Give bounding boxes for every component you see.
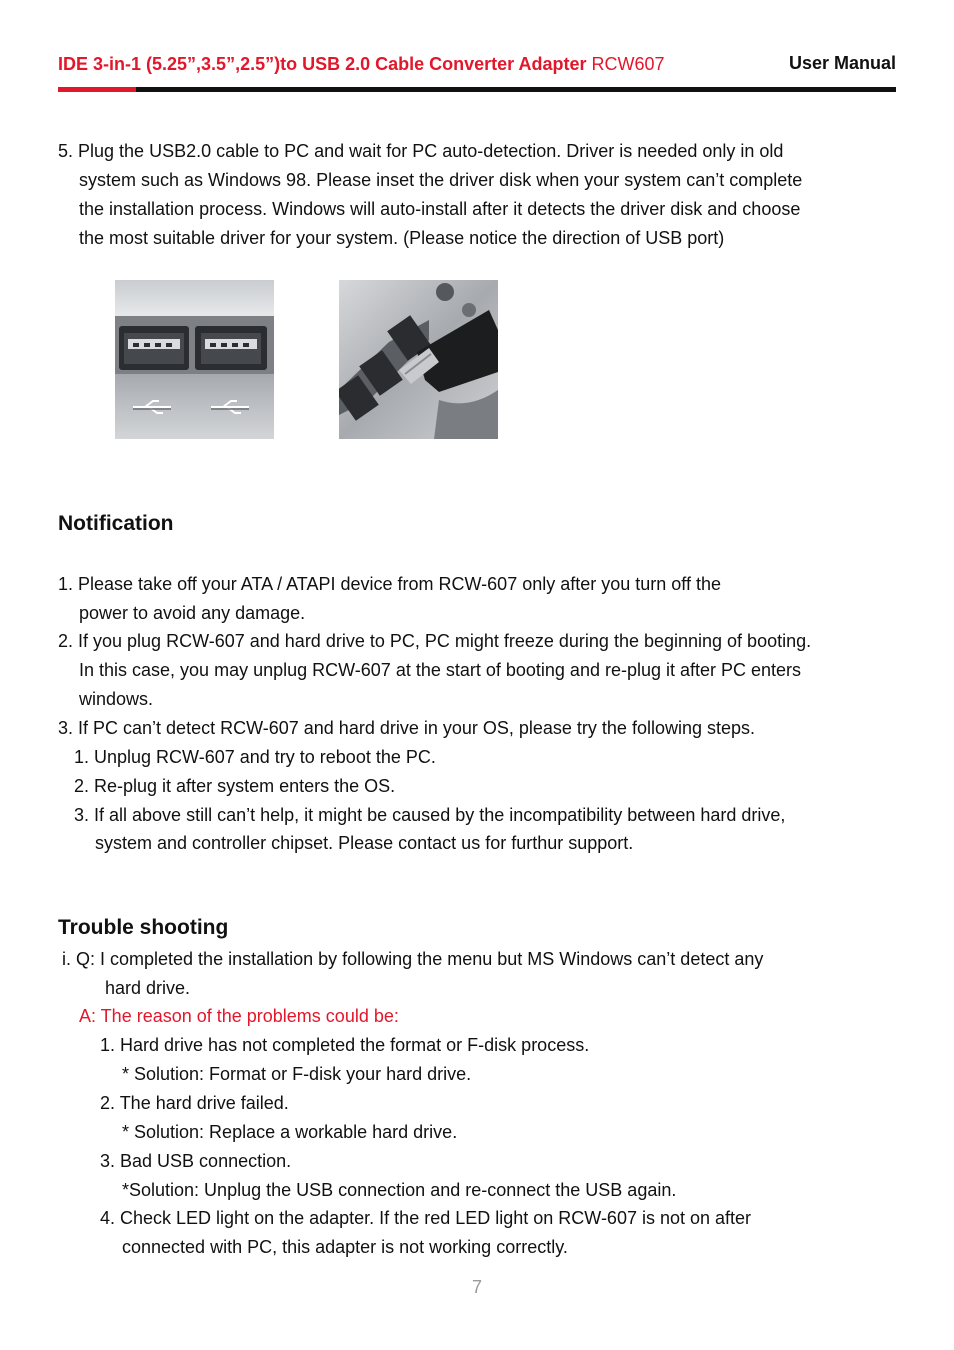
trouble-line: 4. Check LED light on the adapter. If the red LED light on RCW-607 is not on after <box>100 1208 752 1228</box>
step5-line: the installation process. Windows will auto-install after it detects the driver disk and choose <box>79 199 801 219</box>
usb-ports-photo-icon <box>115 280 274 439</box>
trouble-line: *Solution: Unplug the USB connection and re-connect the USB again. <box>122 1180 677 1200</box>
trouble-line: hard drive. <box>105 978 191 998</box>
usb-plug-photo-icon <box>339 280 498 439</box>
page-number: 7 <box>471 1277 482 1297</box>
trouble-answer-intro: A: The reason of the problems could be: <box>79 1006 399 1026</box>
notification-line: 3. If PC can’t detect RCW-607 and hard drive in your OS, please try the following steps. <box>58 718 756 738</box>
user-manual-label: User Manual <box>788 53 896 73</box>
trouble-line: 1. Hard drive has not completed the format or F-disk process. <box>100 1035 590 1055</box>
notification-heading: Notification <box>58 512 174 535</box>
notification-line: 1. Please take off your ATA / ATAPI device from RCW-607 only after you turn off the <box>58 574 721 594</box>
document-title <box>58 54 665 75</box>
title-model: RCW607 <box>591 54 665 74</box>
notification-line: 1. Unplug RCW-607 and try to reboot the PC. <box>74 747 436 767</box>
title-bold: IDE 3-in-1 (5.25”,3.5”,2.5”)to USB 2.0 Cable Converter Adapter <box>58 54 587 74</box>
notification-line: windows. <box>79 689 154 709</box>
trouble-line: i. Q: I completed the installation by following the menu but MS Windows can’t detect any <box>62 949 764 969</box>
trouble-line: * Solution: Format or F-disk your hard drive. <box>122 1064 472 1084</box>
notification-line: In this case, you may unplug RCW-607 at the start of booting and re-plug it after PC enters <box>79 660 802 680</box>
notification-line: 2. Re-plug it after system enters the OS. <box>74 776 396 796</box>
trouble-line: 3. Bad USB connection. <box>100 1151 292 1171</box>
header-rule-accent <box>58 87 136 92</box>
trouble-line: 2. The hard drive failed. <box>100 1093 289 1113</box>
notification-line: 2. If you plug RCW-607 and hard drive to PC, PC might freeze during the beginning of booting. <box>58 631 812 651</box>
header-rule <box>136 87 896 92</box>
notification-line: 3. If all above still can’t help, it might be caused by the incompatibility between hard drive, <box>74 805 786 825</box>
notification-line: power to avoid any damage. <box>79 603 306 623</box>
step5-line: the most suitable driver for your system. (Please notice the direction of USB port) <box>79 228 725 248</box>
trouble-heading: Trouble shooting <box>58 916 229 939</box>
notification-line: system and controller chipset. Please contact us for furthur support. <box>95 833 634 853</box>
trouble-line: * Solution: Replace a workable hard drive. <box>122 1122 458 1142</box>
step5-line: 5. Plug the USB2.0 cable to PC and wait for PC auto-detection. Driver is needed only in old <box>58 141 784 161</box>
trouble-line: connected with PC, this adapter is not working correctly. <box>122 1237 568 1257</box>
step5-line: system such as Windows 98. Please inset the driver disk when your system can’t complete <box>79 170 803 190</box>
